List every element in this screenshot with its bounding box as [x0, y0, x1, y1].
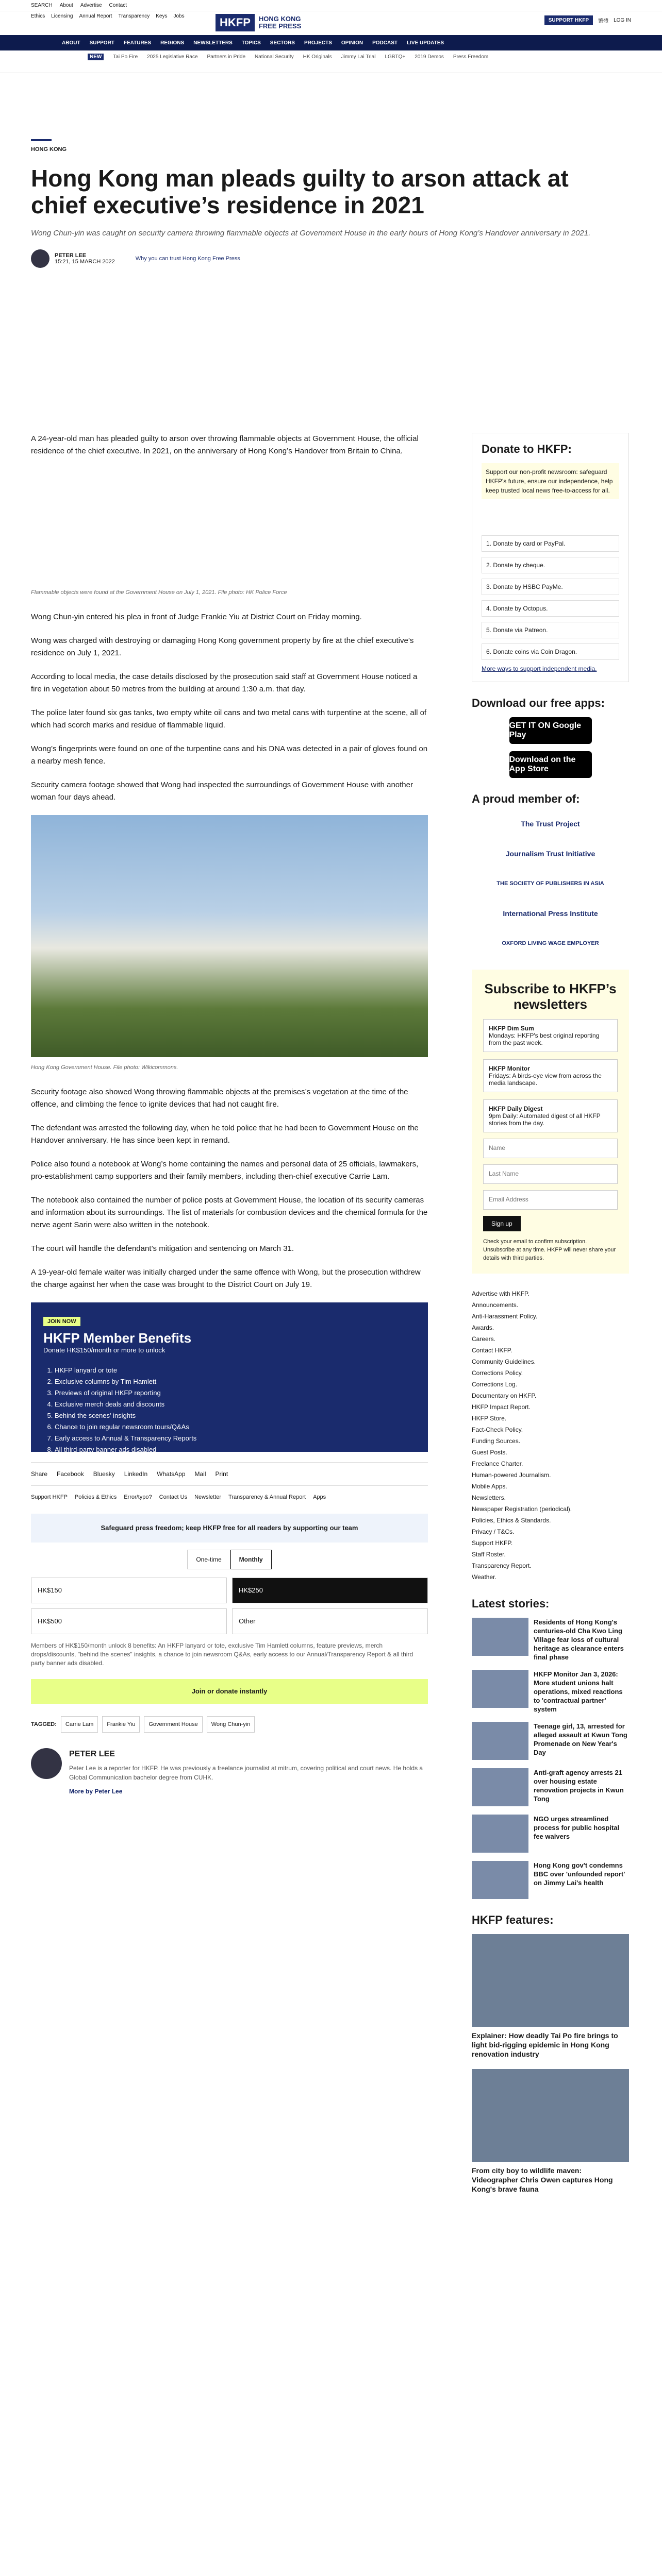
- topbar-link[interactable]: About: [59, 3, 73, 8]
- nav-item[interactable]: TOPICS: [241, 40, 261, 46]
- language-link[interactable]: 繁體: [598, 19, 609, 24]
- promo-title: HKFP Member Benefits: [43, 1330, 192, 1346]
- benefits-list: [55, 1365, 416, 1455]
- apps-box: [472, 697, 629, 778]
- nav-item[interactable]: SECTORS: [270, 40, 295, 46]
- share-link[interactable]: Mail: [194, 1470, 206, 1478]
- donate-box: [472, 433, 629, 682]
- benefit-item: 2. Exclusive columns by Tim Hamlett: [55, 1376, 416, 1387]
- paragraph: A 24-year-old man has pleaded guilty to arson over throwing flammable objects at Government House, the official residence of the chief executive. In 2021, on the anniversary of Hong Kong’s Handover from Britain to China.: [31, 434, 419, 455]
- info-link[interactable]: Weather.: [472, 1573, 496, 1581]
- story-thumbnail: [472, 1815, 528, 1853]
- payment-logos: [482, 506, 619, 529]
- story-title: Teenage girl, 13, arrested for alleged assault at Kwun Tong Promenade on New Year's Day: [534, 1722, 627, 1756]
- info-link[interactable]: Announcements.: [472, 1301, 519, 1309]
- support-link[interactable]: Transparency & Annual Report: [228, 1494, 306, 1500]
- info-link[interactable]: Newsletters.: [472, 1494, 506, 1501]
- feature-title[interactable]: From city boy to wildlife maven: Videographer Chris Owen captures Hong Kong's brave fauna: [472, 2166, 613, 2193]
- topbar-link[interactable]: Jobs: [173, 13, 185, 19]
- trending-link[interactable]: Partners in Pride: [207, 54, 246, 60]
- top-utility-bar: [0, 0, 662, 11]
- article-header: [31, 139, 629, 268]
- newsletter-name: HKFP Daily Digest: [489, 1105, 543, 1112]
- sidebar: [472, 433, 629, 2204]
- trending-link[interactable]: LGBTQ+: [385, 54, 406, 60]
- image-caption: Hong Kong Government House. File photo: Wikicommons.: [31, 1064, 178, 1071]
- trending-link[interactable]: National Security: [255, 54, 294, 60]
- author-box: [31, 1748, 428, 1798]
- donate-title: Donate to HKFP:: [482, 443, 572, 455]
- paragraph: Wong Chun-yin entered his plea in front of Judge Frankie Yiu at District Court on Friday morning.: [31, 613, 362, 621]
- trending-link[interactable]: HK Originals: [303, 54, 332, 60]
- image-placeholder-1: [31, 469, 428, 582]
- topbar-link[interactable]: Ethics: [31, 13, 45, 19]
- member-benefits-promo[interactable]: [31, 1302, 428, 1452]
- newsletter-name: HKFP Dim Sum: [489, 1025, 534, 1032]
- share-link[interactable]: Print: [215, 1470, 228, 1478]
- topbar-link[interactable]: Contact: [109, 3, 127, 8]
- paragraph: Security camera footage showed that Wong had inspected the surroundings of Government House with another woman four days ahead.: [31, 781, 413, 802]
- member-logo[interactable]: The Trust Project: [521, 820, 580, 828]
- join-button[interactable]: Join or donate instantly: [31, 1679, 428, 1704]
- nav-item[interactable]: SUPPORT: [89, 40, 114, 46]
- feature-thumbnail[interactable]: [472, 1934, 629, 2027]
- story-item[interactable]: [472, 1768, 629, 1806]
- support-links: [31, 1491, 428, 1503]
- info-link[interactable]: Funding Sources.: [472, 1437, 521, 1445]
- trending-link[interactable]: 2019 Demos: [415, 54, 444, 60]
- author-bio: Peter Lee is a reporter for HKFP. He was previously a freelance journalist at mitrum, covering political and court news. He holds a Global Communication bachelor degree from CUHK.: [69, 1765, 423, 1781]
- benefit-item: 6. Chance to join regular newsroom tours/Q&As: [55, 1421, 416, 1433]
- newsletter-title: Subscribe to HKFP’s newsletters: [484, 981, 617, 1012]
- frequency-toggle: [31, 1550, 428, 1569]
- amount-option[interactable]: HK$500: [31, 1608, 227, 1634]
- info-link[interactable]: Freelance Charter.: [472, 1460, 523, 1467]
- info-link[interactable]: Documentary on HKFP.: [472, 1392, 537, 1399]
- tag[interactable]: Government House: [144, 1716, 202, 1733]
- info-link[interactable]: Awards.: [472, 1324, 494, 1331]
- topbar-link[interactable]: Annual Report: [79, 13, 112, 19]
- amount-option[interactable]: HK$150: [31, 1578, 227, 1603]
- main-nav: [0, 35, 662, 50]
- info-link[interactable]: Corrections Log.: [472, 1381, 518, 1388]
- logo-line1: HONG KONG: [258, 15, 301, 23]
- last-name-field[interactable]: Last Name: [483, 1164, 618, 1184]
- newsletter-name: HKFP Monitor: [489, 1065, 530, 1072]
- story-item[interactable]: [472, 1815, 629, 1853]
- story-item[interactable]: [472, 1722, 629, 1760]
- nav-item[interactable]: PODCAST: [372, 40, 398, 46]
- paragraph: The defendant was arrested the following day, when he told police that he had been to Government House on the Handover anniversary. He has since been kept in remand.: [31, 1124, 419, 1145]
- author-avatar: [31, 249, 49, 268]
- info-link[interactable]: Newspaper Registration (periodical).: [472, 1505, 572, 1513]
- tags-label: TAGGED:: [31, 1721, 57, 1727]
- story-thumbnail: [472, 1670, 528, 1708]
- benefit-item: 7. Early access to Annual & Transparency Reports: [55, 1433, 416, 1444]
- header-actions: [544, 15, 631, 25]
- latest-title: Latest stories:: [472, 1597, 550, 1610]
- benefit-item: 8. All third-party banner ads disabled: [55, 1444, 416, 1455]
- member-logo[interactable]: OXFORD LIVING WAGE EMPLOYER: [502, 940, 599, 946]
- info-link[interactable]: Guest Posts.: [472, 1449, 507, 1456]
- nav-item[interactable]: NEWSLETTERS: [193, 40, 233, 46]
- newsletter-option[interactable]: [483, 1099, 618, 1132]
- newsletter-desc: Mondays: HKFP's best original reporting from the past week.: [489, 1032, 600, 1046]
- info-link[interactable]: Policies, Ethics & Standards.: [472, 1517, 551, 1524]
- share-link[interactable]: Facebook: [57, 1470, 84, 1478]
- one-time-option[interactable]: One-time: [187, 1550, 230, 1569]
- byline-text: [55, 252, 115, 265]
- paragraph: Wong was charged with destroying or damaging Hong Kong government property by fire at the chief executive’s residence on July 1, 2021.: [31, 636, 414, 657]
- more-ways-link[interactable]: More ways to support independent media.: [482, 665, 597, 672]
- tag[interactable]: Wong Chun-yin: [207, 1716, 255, 1733]
- story-item[interactable]: [472, 1861, 629, 1899]
- article-title: Hong Kong man pleads guilty to arson attack at chief executive’s residence in 2021: [31, 165, 569, 218]
- monthly-option[interactable]: Monthly: [230, 1550, 272, 1569]
- new-badge: NEW: [88, 54, 104, 60]
- story-item[interactable]: [472, 1670, 629, 1714]
- amount-option[interactable]: Other: [232, 1608, 428, 1634]
- author-info: [69, 1748, 428, 1798]
- info-link[interactable]: Careers.: [472, 1335, 496, 1343]
- signup-note: Check your email to confirm subscription. Unsubscribe at any time. HKFP will never share your details with third parties.: [483, 1239, 616, 1261]
- nav-item[interactable]: LIVE UPDATES: [407, 40, 444, 46]
- newsletter-box: [472, 970, 629, 1274]
- info-link[interactable]: Fact-Check Policy.: [472, 1426, 523, 1433]
- apps-title: Download our free apps:: [472, 697, 605, 709]
- info-link[interactable]: Advertise with HKFP.: [472, 1290, 529, 1297]
- paragraph: Police also found a notebook at Wong’s home containing the names and personal data of 25 officials, lawmakers, pro-establishment camp supporters and their family members, including then-chief executive Carrie Lam.: [31, 1160, 419, 1181]
- support-link[interactable]: Policies & Ethics: [74, 1494, 117, 1500]
- members-title: A proud member of:: [472, 792, 580, 805]
- members-box: [472, 792, 629, 954]
- paragraph: The court will handle the defendant’s mitigation and sentencing on March 31.: [31, 1244, 294, 1253]
- byline: [31, 249, 629, 268]
- logo-text: [259, 15, 301, 30]
- paragraph: A 19-year-old female waiter was initially charged under the same offence with Wong, but the prosecution withdrew the charge against her when the case was brought to the District Court on July 19.: [31, 1268, 421, 1289]
- author-avatar: [31, 1748, 62, 1779]
- info-link[interactable]: Anti-Harassment Policy.: [472, 1313, 538, 1320]
- donate-option[interactable]: 6. Donate coins via Coin Dragon.: [482, 643, 619, 660]
- donate-option[interactable]: 1. Donate by card or PayPal.: [482, 535, 619, 552]
- newsletter-option[interactable]: [483, 1059, 618, 1092]
- story-thumbnail: [472, 1618, 528, 1656]
- story-item[interactable]: [472, 1618, 629, 1662]
- info-links: [472, 1288, 629, 1583]
- donate-option[interactable]: 4. Donate by Octopus.: [482, 600, 619, 617]
- paragraph: Security footage also showed Wong throwing flammable objects at the premises’s vegetation at the time of the offence, and climbing the fence to ignite devices that had not caught fire.: [31, 1088, 408, 1109]
- promo-subtitle: Donate HK$150/month or more to unlock: [43, 1346, 166, 1354]
- top-nav: [31, 13, 185, 19]
- info-link[interactable]: Privacy / T&Cs.: [472, 1528, 515, 1535]
- features-title: HKFP features:: [472, 1913, 554, 1926]
- nav-item[interactable]: FEATURES: [123, 40, 152, 46]
- benefit-item: 5. Behind the scenes' insights: [55, 1410, 416, 1421]
- donate-option[interactable]: 3. Donate by HSBC PayMe.: [482, 579, 619, 595]
- paragraph: The police later found six gas tanks, two empty white oil cans and two metal cans with turpentine at the scene, all of which had scorch marks and residue of flammable liquid.: [31, 708, 427, 730]
- trending-link[interactable]: Tai Po Fire: [113, 54, 138, 60]
- nav-item[interactable]: REGIONS: [160, 40, 185, 46]
- support-link[interactable]: Newsletter: [194, 1494, 222, 1500]
- nav-item[interactable]: OPINION: [341, 40, 363, 46]
- story-title: HKFP Monitor Jan 3, 2026: More student unions halt operations, mixed reactions to 'contractual partner' system: [534, 1670, 623, 1713]
- login-link[interactable]: LOG IN: [614, 18, 631, 23]
- share-link[interactable]: WhatsApp: [157, 1470, 186, 1478]
- story-thumbnail: [472, 1861, 528, 1899]
- trending-link[interactable]: 2025 Legislative Race: [147, 54, 198, 60]
- amount-option-selected[interactable]: HK$250: [232, 1578, 428, 1603]
- story-thumbnail: [472, 1722, 528, 1760]
- support-link[interactable]: Error/typo?: [124, 1494, 152, 1500]
- trending-link[interactable]: Press Freedom: [453, 54, 489, 60]
- donate-option[interactable]: 2. Donate by cheque.: [482, 557, 619, 573]
- newsletter-option[interactable]: [483, 1019, 618, 1052]
- share-bar: [31, 1462, 428, 1486]
- tag[interactable]: Frankie Yiu: [102, 1716, 140, 1733]
- share-link[interactable]: Share: [31, 1470, 48, 1478]
- more-by-author-link[interactable]: More by Peter Lee: [69, 1788, 123, 1795]
- image-caption: Flammable objects were found at the Government House on July 1, 2021. File photo: HK Police Force: [31, 589, 287, 596]
- topbar-link[interactable]: Transparency: [118, 13, 150, 19]
- publish-date: 15:21, 15 MARCH 2022: [55, 259, 115, 265]
- nav-item[interactable]: ABOUT: [62, 40, 80, 46]
- benefit-item: 4. Exclusive merch deals and discounts: [55, 1399, 416, 1410]
- info-link[interactable]: Transparency Report.: [472, 1562, 532, 1569]
- government-house-photo: [31, 815, 428, 1057]
- info-link[interactable]: HKFP Store.: [472, 1415, 507, 1422]
- feature-title[interactable]: Explainer: How deadly Tai Po fire brings to light bid-rigging epidemic in Hong Kong renovation industry: [472, 2031, 618, 2058]
- member-logo[interactable]: Journalism Trust Initiative: [505, 850, 595, 858]
- topbar-link[interactable]: Advertise: [80, 3, 102, 8]
- info-link[interactable]: Corrections Policy.: [472, 1369, 523, 1377]
- features-box: [472, 1913, 629, 2194]
- article-body: [31, 433, 428, 1798]
- info-link[interactable]: HKFP Impact Report.: [472, 1403, 531, 1411]
- share-link[interactable]: Bluesky: [93, 1470, 115, 1478]
- join-now-badge: JOIN NOW: [43, 1317, 80, 1326]
- support-button[interactable]: SUPPORT HKFP: [544, 15, 593, 25]
- benefit-item: 1. HKFP lanyard or tote: [55, 1365, 416, 1376]
- info-link[interactable]: Contact HKFP.: [472, 1347, 512, 1354]
- author-box-name[interactable]: PETER LEE: [69, 1750, 115, 1758]
- story-title: NGO urges streamlined process for public hospital fee waivers: [534, 1815, 620, 1840]
- info-link[interactable]: Staff Roster.: [472, 1551, 506, 1558]
- support-link[interactable]: Contact Us: [159, 1494, 188, 1500]
- story-title: Residents of Hong Kong's centuries-old Cha Kwo Ling Village fear loss of cultural heritage as clearance enters final phase: [534, 1618, 624, 1661]
- email-field[interactable]: Email Address: [483, 1190, 618, 1210]
- nav-item[interactable]: PROJECTS: [304, 40, 332, 46]
- paragraph: According to local media, the case details disclosed by the prosecution said staff at Government House noticed a fire in vegetation about 50 metres from the building at around 1:30 a.m. that day.: [31, 672, 418, 693]
- amount-options: [31, 1578, 428, 1634]
- logo-line2: FREE PRESS: [258, 22, 302, 30]
- google-play-badge[interactable]: GET IT ON Google Play: [509, 717, 592, 744]
- site-logo[interactable]: [216, 11, 301, 34]
- benefit-item: 3. Previews of original HKFP reporting: [55, 1387, 416, 1399]
- support-link[interactable]: Apps: [313, 1494, 326, 1500]
- site-header: [0, 11, 662, 73]
- trust-link[interactable]: Why you can trust Hong Kong Free Press: [135, 256, 240, 262]
- tag[interactable]: Carrie Lam: [61, 1716, 98, 1733]
- logo-mark: HKFP: [216, 14, 255, 31]
- support-link[interactable]: Support HKFP: [31, 1494, 68, 1500]
- info-link[interactable]: Mobile Apps.: [472, 1483, 507, 1490]
- story-title: Hong Kong gov't condemns BBC over 'unfounded report' on Jimmy Lai's health: [534, 1861, 625, 1887]
- trending-link[interactable]: Jimmy Lai Trial: [341, 54, 376, 60]
- name-field[interactable]: Name: [483, 1139, 618, 1158]
- latest-stories: [472, 1597, 629, 1899]
- topbar-link[interactable]: Licensing: [51, 13, 73, 19]
- benefits-note: Members of HK$150/month unlock 8 benefits: An HKFP lanyard or tote, exclusive Tim Hamlett columns, feature previews, merch drops/discounts, "behind the scenes" insights, a chance to join newsroom Q&As, early access to our Annual/Transparency Report & all third party banner ads disabled.: [31, 1642, 413, 1667]
- author-name[interactable]: PETER LEE: [55, 252, 87, 259]
- article-subtitle: Wong Chun-yin was caught on security camera throwing flammable objects at Government House in the early hours of Hong Kong’s Handover anniversary in 2021.: [31, 229, 591, 238]
- info-link[interactable]: Human-powered Journalism.: [472, 1471, 551, 1479]
- topbar-link[interactable]: Keys: [156, 13, 168, 19]
- member-logo[interactable]: THE SOCIETY OF PUBLISHERS IN ASIA: [496, 880, 604, 887]
- info-link[interactable]: Support HKFP.: [472, 1539, 513, 1547]
- info-link[interactable]: Community Guidelines.: [472, 1358, 536, 1365]
- member-logo[interactable]: International Press Institute: [503, 909, 598, 918]
- trending-nav: [0, 52, 662, 62]
- donate-intro[interactable]: Support our non-profit newsroom: safeguard HKFP's future, ensure our independence, help keep trusted local news free-to-access for all.: [482, 463, 619, 499]
- signup-button[interactable]: Sign up: [483, 1216, 521, 1231]
- newsletter-desc: Fridays: A birds-eye view from across the media landscape.: [489, 1072, 602, 1087]
- paragraph: The notebook also contained the number of police posts at Government House, the location of its security cameras and information about its surroundings. The list of materials for combustion devices and the chemical formula for the nerve agent Sarin were also written in the notebook.: [31, 1196, 428, 1229]
- article-category[interactable]: HONG KONG: [31, 139, 52, 152]
- feature-thumbnail[interactable]: [472, 2069, 629, 2162]
- paragraph: Wong’s fingerprints were found on one of the turpentine cans and his DNA was detected in a pair of gloves found on a nearby mesh fence.: [31, 744, 428, 766]
- tags-row: [31, 1716, 428, 1733]
- share-link[interactable]: LinkedIn: [124, 1470, 148, 1478]
- search-link[interactable]: SEARCH: [31, 3, 53, 8]
- app-store-badge[interactable]: Download on the App Store: [509, 751, 592, 778]
- newsletter-desc: 9pm Daily: Automated digest of all HKFP stories from the day.: [489, 1112, 601, 1127]
- story-thumbnail: [472, 1768, 528, 1806]
- support-cta[interactable]: Safeguard press freedom; keep HKFP free for all readers by supporting our team: [31, 1514, 428, 1543]
- story-title: Anti-graft agency arrests 21 over housing estate renovation projects in Kwun Tong: [534, 1769, 624, 1803]
- donate-option[interactable]: 5. Donate via Patreon.: [482, 622, 619, 638]
